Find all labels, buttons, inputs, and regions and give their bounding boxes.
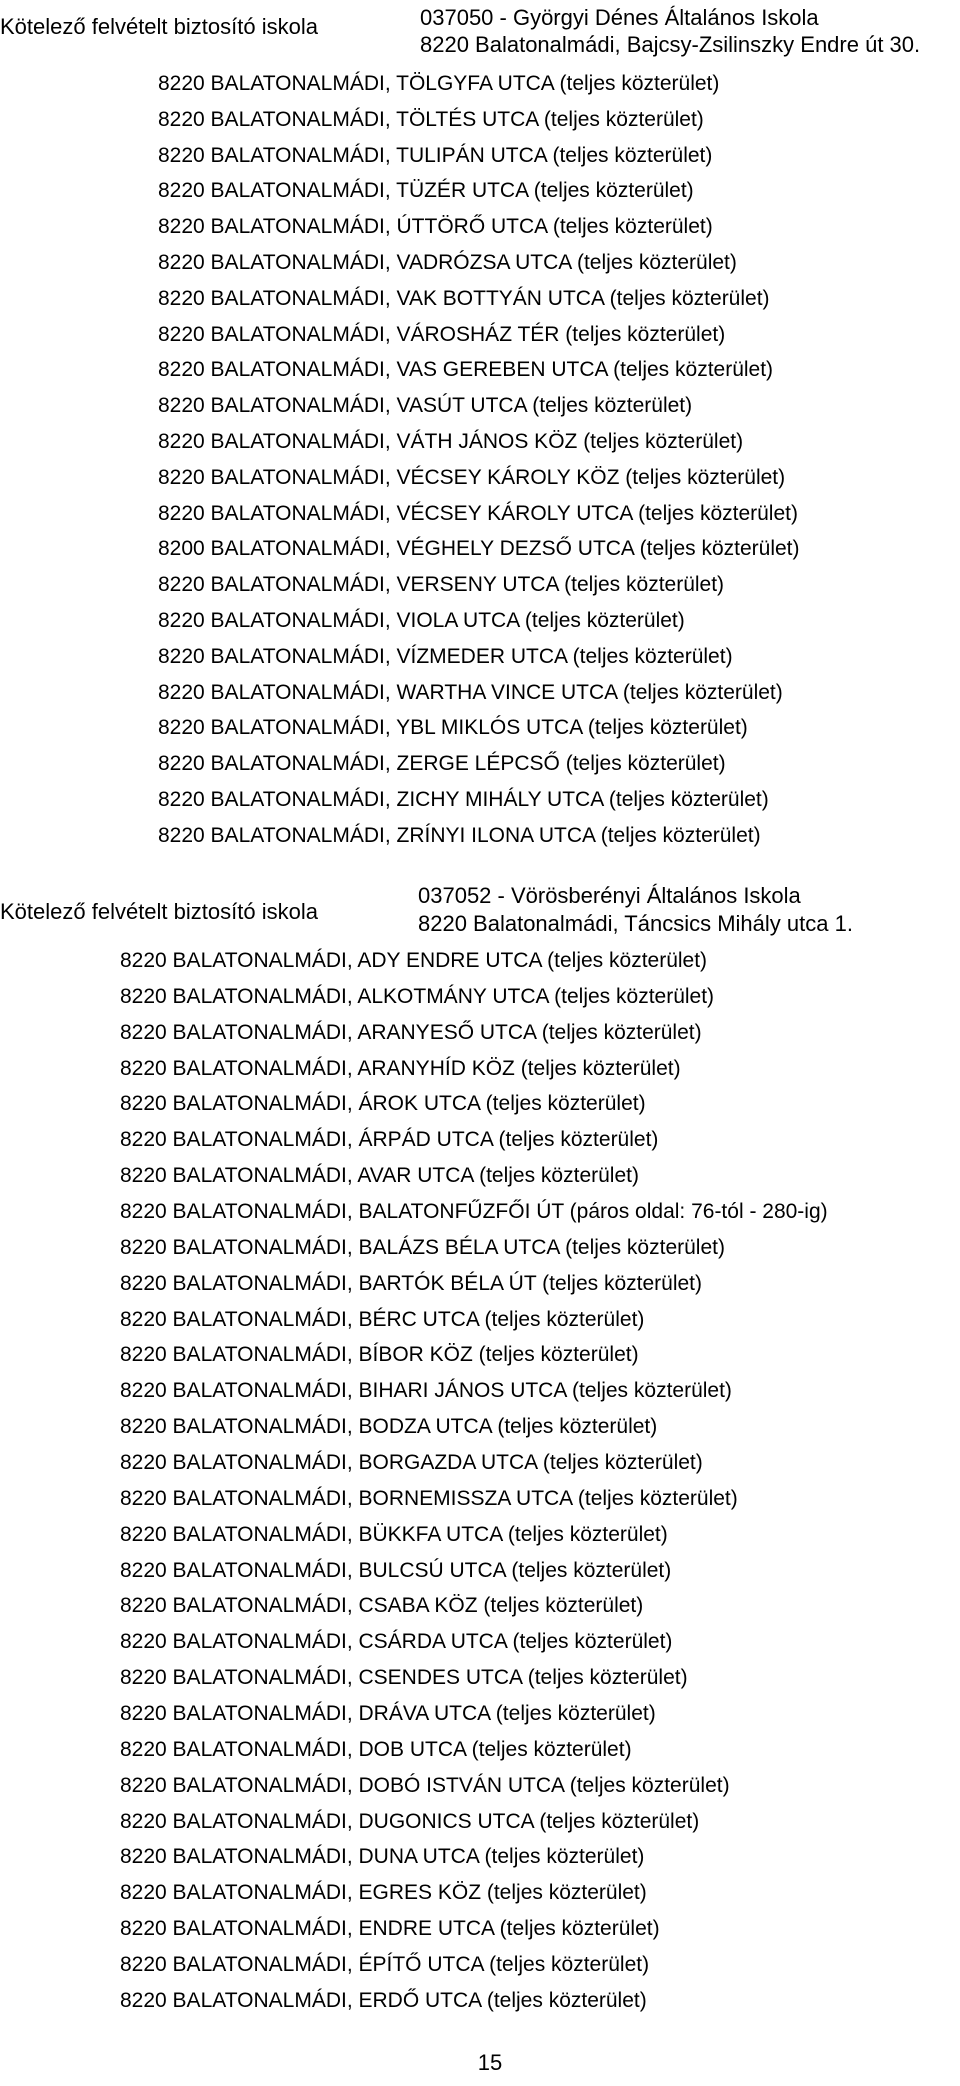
address-item: 8220 BALATONALMÁDI, CSENDES UTCA (teljes közterület): [120, 1666, 688, 1690]
address-item: 8220 BALATONALMÁDI, ADY ENDRE UTCA (teljes közterület): [120, 949, 708, 972]
address-item: 8220 BALATONALMÁDI, ZICHY MIHÁLY UTCA (teljes közterület): [158, 787, 769, 811]
address-item: 8220 BALATONALMÁDI, DOBÓ ISTVÁN UTCA (teljes közterület): [120, 1773, 730, 1797]
address-item: 8220 BALATONALMÁDI, TÜZÉR UTCA (teljes közterület): [158, 179, 694, 203]
address-item: 8220 BALATONALMÁDI, BÉRC UTCA (teljes közterület): [120, 1307, 645, 1331]
address-item: 8220 BALATONALMÁDI, BALATONFŰZFŐI ÚT (páros oldal: 76-tól - 280-ig): [120, 1200, 828, 1224]
address-item: 8220 BALATONALMÁDI, VERSENY UTCA (teljes közterület): [158, 573, 725, 597]
address-item: 8220 BALATONALMÁDI, DOB UTCA (teljes közterület): [120, 1737, 632, 1761]
address-item: 8220 BALATONALMÁDI, TÖLGYFA UTCA (teljes közterület): [158, 72, 720, 95]
address-item: 8220 BALATONALMÁDI, BALÁZS BÉLA UTCA (teljes közterület): [120, 1235, 725, 1259]
address-item: 8220 BALATONALMÁDI, BULCSÚ UTCA (teljes közterület): [120, 1558, 672, 1582]
address-item: 8220 BALATONALMÁDI, ZRÍNYI ILONA UTCA (teljes közterület): [158, 823, 761, 847]
address-item: 8220 BALATONALMÁDI, VÉCSEY KÁROLY UTCA (teljes közterület): [158, 501, 798, 525]
school-address: 8220 Balatonalmádi, Táncsics Mihály utca 1.: [418, 911, 853, 936]
address-item: 8220 BALATONALMÁDI, DUNA UTCA (teljes közterület): [120, 1845, 645, 1869]
address-item: 8220 BALATONALMÁDI, CSABA KÖZ (teljes közterület): [120, 1594, 644, 1618]
address-item: 8220 BALATONALMÁDI, ERDŐ UTCA (teljes közterület): [120, 1988, 647, 2012]
address-list: [158, 66, 800, 854]
address-item: 8220 BALATONALMÁDI, TÖLTÉS UTCA (teljes közterület): [158, 107, 704, 131]
address-item: 8220 BALATONALMÁDI, BÍBOR KÖZ (teljes közterület): [120, 1343, 639, 1367]
address-item: 8220 BALATONALMÁDI, VIOLA UTCA (teljes közterület): [158, 608, 685, 632]
address-item: 8220 BALATONALMÁDI, YBL MIKLÓS UTCA (teljes közterület): [158, 716, 748, 740]
address-item: 8220 BALATONALMÁDI, VÁTH JÁNOS KÖZ (teljes közterület): [158, 429, 744, 453]
address-item: 8220 BALATONALMÁDI, VÁROSHÁZ TÉR (teljes közterület): [158, 322, 726, 346]
address-item: 8220 BALATONALMÁDI, BORNEMISSZA UTCA (teljes közterület): [120, 1486, 738, 1510]
section-label: Kötelező felvételt biztosító iskola: [0, 14, 318, 39]
address-item: 8220 BALATONALMÁDI, ZERGE LÉPCSŐ (teljes közterület): [158, 752, 726, 776]
address-item: 8220 BALATONALMÁDI, VÍZMEDER UTCA (teljes közterület): [158, 644, 733, 668]
address-item: 8220 BALATONALMÁDI, BODZA UTCA (teljes közterület): [120, 1415, 658, 1439]
school-section-1: [0, 0, 960, 850]
school-name: 037052 - Vörösberényi Általános Iskola: [418, 883, 801, 908]
address-item: 8220 BALATONALMÁDI, ÉPÍTŐ UTCA (teljes közterület): [120, 1953, 650, 1977]
address-item: 8220 BALATONALMÁDI, VADRÓZSA UTCA (teljes közterület): [158, 250, 737, 274]
section-label: Kötelező felvételt biztosító iskola: [0, 899, 318, 924]
address-item: 8220 BALATONALMÁDI, ARANYHÍD KÖZ (teljes közterület): [120, 1056, 681, 1080]
address-list: [120, 943, 828, 2019]
address-item: 8220 BALATONALMÁDI, ÁROK UTCA (teljes közterület): [120, 1092, 646, 1116]
address-item: 8220 BALATONALMÁDI, VAK BOTTYÁN UTCA (teljes közterület): [158, 286, 770, 310]
address-item: 8220 BALATONALMÁDI, EGRES KÖZ (teljes közterület): [120, 1881, 647, 1905]
school-section-2: [0, 880, 960, 2030]
address-item: 8220 BALATONALMÁDI, ALKOTMÁNY UTCA (teljes közterület): [120, 984, 715, 1008]
address-item: 8200 BALATONALMÁDI, VÉGHELY DEZSŐ UTCA (teljes közterület): [158, 537, 800, 561]
address-item: 8220 BALATONALMÁDI, BIHARI JÁNOS UTCA (teljes közterület): [120, 1379, 732, 1403]
address-item: 8220 BALATONALMÁDI, DRÁVA UTCA (teljes közterület): [120, 1702, 656, 1726]
address-item: 8220 BALATONALMÁDI, AVAR UTCA (teljes közterület): [120, 1164, 639, 1188]
page-number: 15: [477, 2050, 503, 2075]
address-item: 8220 BALATONALMÁDI, BORGAZDA UTCA (teljes közterület): [120, 1451, 703, 1475]
address-item: 8220 BALATONALMÁDI, WARTHA VINCE UTCA (teljes közterület): [158, 680, 783, 704]
address-item: 8220 BALATONALMÁDI, ENDRE UTCA (teljes közterület): [120, 1917, 660, 1941]
address-item: 8220 BALATONALMÁDI, ÁRPÁD UTCA (teljes közterület): [120, 1128, 659, 1152]
address-item: 8220 BALATONALMÁDI, TULIPÁN UTCA (teljes közterület): [158, 143, 713, 167]
address-item: 8220 BALATONALMÁDI, VASÚT UTCA (teljes közterület): [158, 394, 693, 418]
address-item: 8220 BALATONALMÁDI, DUGONICS UTCA (teljes közterület): [120, 1809, 700, 1833]
school-name: 037050 - Györgyi Dénes Általános Iskola: [420, 5, 819, 30]
address-item: 8220 BALATONALMÁDI, BARTÓK BÉLA ÚT (teljes közterület): [120, 1271, 703, 1295]
school-address: 8220 Balatonalmádi, Bajcsy-Zsilinszky Endre út 30.: [420, 32, 921, 57]
address-item: 8220 BALATONALMÁDI, VÉCSEY KÁROLY KÖZ (teljes közterület): [158, 465, 786, 489]
address-item: 8220 BALATONALMÁDI, VAS GEREBEN UTCA (teljes közterület): [158, 358, 774, 382]
address-item: 8220 BALATONALMÁDI, ÚTTÖRŐ UTCA (teljes közterület): [158, 215, 713, 239]
address-item: 8220 BALATONALMÁDI, BÜKKFA UTCA (teljes közterület): [120, 1522, 668, 1546]
address-item: 8220 BALATONALMÁDI, ARANYESŐ UTCA (teljes közterület): [120, 1020, 702, 1044]
address-item: 8220 BALATONALMÁDI, CSÁRDA UTCA (teljes közterület): [120, 1630, 673, 1654]
